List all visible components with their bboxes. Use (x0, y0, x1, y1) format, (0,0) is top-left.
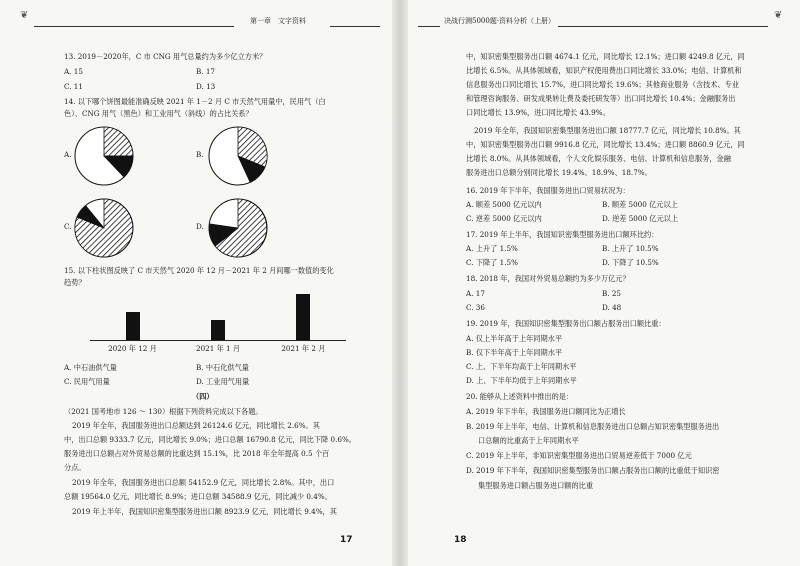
material-intro: （2021 国考地市 126 ～ 130）根据下列资料完成以下各题。 (64, 407, 263, 416)
q20-option-b-cont: 口总额的比重高于上年同期水平 (478, 436, 579, 445)
left-header: 第一章 文字资料 (250, 17, 306, 25)
header-rule (34, 26, 234, 27)
bar-1 (126, 312, 140, 340)
q20-stem: 20. 能够从上述资料中推出的是： (466, 392, 574, 401)
q13-stem: 13. 2019－2020年，C 市 CNG 用气总量约为多少亿立方米？ (64, 52, 267, 61)
book-gutter (392, 0, 408, 566)
q19-option-a: A. 仅上半年高于上年同期水平 (466, 334, 563, 343)
pie-label-c: C. (64, 222, 72, 231)
bar-3 (296, 294, 310, 340)
q18-option-c: C. 36 (466, 303, 485, 312)
bar-category-label: 2021 年 1 月 (196, 344, 241, 353)
q13-option-b: B. 17 (196, 67, 215, 76)
paragraph-line: 2019 年全年，我国服务进出口总额 54152.9 亿元，同比增长 2.8%。其中，出口 (72, 478, 335, 487)
pie-chart-a (72, 124, 136, 188)
paragraph-line: 中，知识密集型服务出口额 4674.1 亿元，同比增长 12.1%；进口额 4249.8 亿元，同 (466, 52, 745, 61)
q14-stem-line1: 14. 以下哪个饼图最能准确反映 2021 年 1－2 月 C 市天然气用量中，民用气（白 (64, 97, 326, 106)
q20-option-d-cont: 集型服务进口额占服务进口额的比重 (478, 481, 594, 490)
q13-option-c: C. 11 (64, 82, 83, 91)
q15-option-c: C. 民用气用量 (64, 377, 110, 386)
q15-option-b: B. 中石化供气量 (196, 363, 249, 372)
q20-option-c: C. 2019 年上半年，非知识密集型服务进出口贸易逆差低于 7000 亿元 (466, 451, 692, 460)
left-page (0, 0, 392, 566)
paragraph-line: 总额 19564.0 亿元，同比增长 8.9%；进口总额 34588.9 亿元，同比减少 0.4%。 (64, 492, 332, 501)
q20-option-b: B. 2019 年上半年，电信、计算机和信息服务进出口总额占知识密集型服务进出 (466, 422, 720, 431)
q14-stem-line2: 色）、CNG 用气（黑色）和工业用气（斜线）的占比关系？ (64, 109, 253, 118)
paragraph-line: 中，知识密集型服务出口额 9916.8 亿元，同比增长 13.4%；进口额 8860.9 亿元，同 (466, 140, 745, 149)
q15-option-a: A. 中石油供气量 (64, 363, 117, 372)
section-label: （四） (192, 392, 214, 401)
q16-option-d: D. 逆差 5000 亿元以上 (602, 214, 679, 223)
paragraph-line: 比增长 6.5%。从具体领域看，知识产权使用费出口同比增长 33.0%；电信、计算机和 (466, 66, 742, 75)
pie-chart-b (206, 124, 270, 188)
paragraph-line: 2019 年上半年，我国知识密集型服务进出口额 8923.9 亿元，同比增长 9.4%，其 (72, 507, 337, 516)
q15-option-d: D. 工业用气用量 (196, 377, 250, 386)
q17-option-a: A. 上升了 1.5% (466, 244, 518, 253)
q18-stem: 18. 2018 年，我国对外贸易总额约为多少万亿元？ (466, 274, 630, 283)
bar-chart-axis (90, 340, 346, 341)
bar-2 (211, 320, 225, 340)
q16-option-a: A. 顺差 5000 亿元以内 (466, 200, 542, 209)
paragraph-line: 分点。 (64, 463, 86, 472)
q19-option-d: D. 上、下半年均低于上年同期水平 (466, 376, 577, 385)
page-number: 18 (454, 535, 467, 545)
paragraph-line: 信息服务出口同比增长 15.7%，进口同比增长 19.6%；其他商业服务（含技术、专业 (466, 80, 740, 89)
q16-option-c: C. 逆差 5000 亿元以内 (466, 214, 542, 223)
pie-label-a: A. (64, 150, 72, 159)
bar-category-label: 2020 年 12 月 (108, 344, 157, 353)
q18-option-b: B. 25 (602, 289, 621, 298)
q16-stem: 16. 2019 年下半年，我国服务进出口贸易状况为： (466, 186, 630, 195)
paragraph-line: 服务进出口总额占对外贸易总额的比重达到 15.1%，比 2018 年全年提高 0.5 个百 (64, 449, 330, 458)
paragraph-line: 服务进出口总额分别同比增长 19.4%、18.9%、18.7%。 (466, 168, 652, 177)
q17-option-c: C. 下降了 1.5% (466, 258, 518, 267)
pie-chart-d (206, 196, 270, 260)
q20-option-d: D. 2019 年下半年，我国知识密集型服务出口额占服务出口额的比重低于知识密 (466, 466, 720, 475)
right-page (408, 0, 800, 566)
pie-chart-c (72, 196, 136, 260)
q17-stem: 17. 2019 年上半年，我国知识密集型服务进出口额环比约： (466, 230, 659, 239)
q15-stem-line1: 15. 以下柱状图反映了 C 市天然气 2020 年 12 月－2021 年 2 月间哪一数值的变化 (64, 266, 334, 275)
leaf-ornament-icon: ❦ (20, 10, 29, 21)
q19-option-b: B. 仅下半年高于上年同期水平 (466, 348, 563, 357)
header-rule (330, 26, 380, 27)
bar-category-label: 2021 年 2 月 (281, 344, 326, 353)
paragraph-line: 比增长 8.0%。从具体领域看，个人文化娱乐服务、电信、计算机和信息服务，金融 (466, 154, 731, 163)
q15-stem-line2: 趋势？ (64, 278, 86, 287)
paragraph-line: 和管理咨询服务、研发成果转让费及委托研发等）出口同比增长 10.4%；金融服务出 (466, 94, 736, 103)
pie-label-d: D. (196, 222, 204, 231)
leaf-ornament-icon: ❦ (774, 10, 783, 21)
pie-label-b: B. (196, 150, 204, 159)
q17-option-b: B. 上升了 10.5% (602, 244, 659, 253)
page-number: 17 (340, 535, 353, 545)
paragraph-line: 2019 年全年，我国服务进出口总额达到 26124.6 亿元，同比增长 2.6%。其 (72, 421, 320, 430)
q18-option-d: D. 48 (602, 303, 622, 312)
paragraph-line: 口同比增长 13.9%，进口同比增长 43.9%。 (466, 108, 610, 117)
q13-option-a: A. 15 (64, 67, 83, 76)
paragraph-line: 2019 年全年，我国知识密集型服务进出口额 18777.7 亿元，同比增长 10.8%。其 (474, 126, 741, 135)
header-rule (418, 26, 440, 27)
header-rule (558, 26, 768, 27)
right-header: 决战行测5000题·资料分析（上册） (444, 17, 556, 25)
q19-option-c: C. 上、下半年均高于上年同期水平 (466, 362, 577, 371)
q17-option-d: D. 下降了 10.5% (602, 258, 659, 267)
paragraph-line: 中，出口总额 9333.7 亿元，同比增长 9.0%；进口总额 16790.8 亿元，同比下降 0.6%。 (64, 435, 356, 444)
q18-option-a: A. 17 (466, 289, 485, 298)
q13-option-d: D. 13 (196, 82, 216, 91)
q19-stem: 19. 2019 年，我国知识密集型服务出口额占服务出口额比重： (466, 319, 666, 328)
q16-option-b: B. 顺差 5000 亿元以上 (602, 200, 678, 209)
q20-option-a: A. 2019 年下半年，我国服务进口额同比为正增长 (466, 407, 626, 416)
